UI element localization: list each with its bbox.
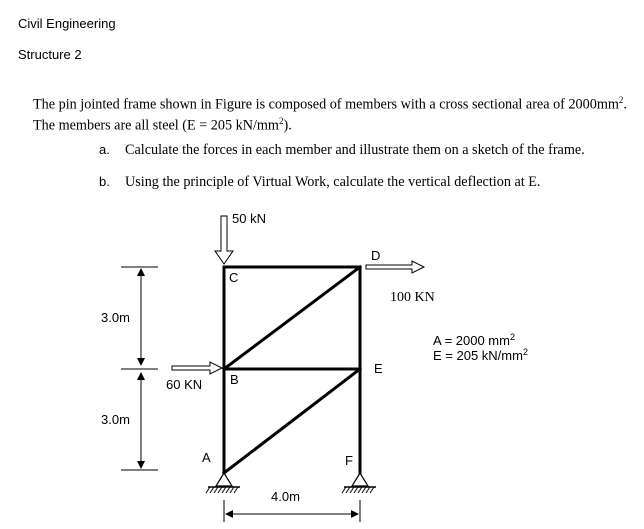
question-text-b: Using the principle of Virtual Work, calculate the vertical deflection at E. — [125, 174, 541, 190]
course-subtitle: Structure 2 — [18, 47, 82, 62]
load-arrow-right-mid — [172, 362, 222, 374]
dimension-label-upper: 3.0m — [101, 310, 130, 325]
node-label-e: E — [374, 361, 383, 376]
intro-superscript-1: 2 — [618, 95, 624, 105]
node-label-c: C — [229, 270, 239, 285]
property-modulus — [433, 347, 528, 363]
intro-text-c: ). — [283, 117, 292, 134]
course-title: Civil Engineering — [18, 16, 116, 31]
vertical-dimension — [121, 267, 158, 470]
property-area — [433, 332, 515, 348]
node-label-d: D — [371, 248, 381, 263]
load-arrow-down — [215, 216, 233, 264]
intro-text-a: The pin jointed frame shown in Figure is composed of members with a cross sectional area of 2000mm — [33, 96, 619, 113]
load-label-left: 60 KN — [166, 377, 203, 392]
load-label-right: 100 KN — [390, 290, 435, 305]
property-modulus-text: E = 205 kN/mm — [433, 348, 523, 363]
node-label-b: B — [230, 372, 239, 387]
question-text-a: Calculate the forces in each member and illustrate them on a sketch of the frame. — [125, 142, 585, 158]
pin-support-a — [206, 473, 240, 493]
dimension-label-bottom: 4.0m — [271, 489, 300, 504]
intro-text-b: . The members are all steel (E = 205 kN/mm — [33, 96, 627, 134]
dimension-label-lower: 3.0m — [101, 412, 130, 427]
node-label-f: F — [345, 453, 353, 468]
node-label-a: A — [202, 450, 211, 465]
property-area-text: A = 2000 mm — [433, 333, 510, 348]
frame-members — [224, 267, 360, 473]
pin-support-f — [342, 473, 376, 493]
property-modulus-sup: 2 — [522, 347, 528, 357]
member-upper-diagonal — [224, 267, 360, 369]
intro-superscript-2: 2 — [278, 115, 284, 126]
member-lower-diagonal — [224, 369, 360, 473]
question-label-b: b. — [99, 174, 110, 189]
question-label-a: a. — [99, 142, 110, 157]
load-label-top: 50 kN — [232, 211, 266, 226]
property-area-sup: 2 — [509, 332, 515, 342]
